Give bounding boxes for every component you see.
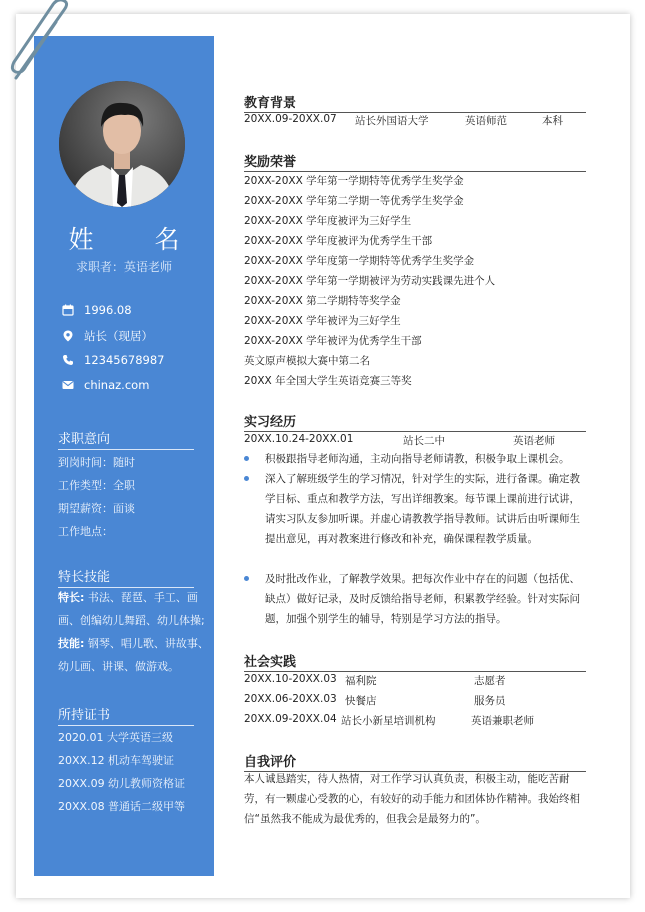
award-item: 20XX-20XX 学年第一学期被评为劳动实践课先进个人 [244, 275, 496, 287]
skill-text: 钢琴、唱儿歌、讲故事、幼儿画、讲课、做游戏。 [58, 637, 209, 673]
phone-icon [62, 354, 74, 366]
internship-bullet [244, 569, 580, 629]
social-date: 20XX.09-20XX.04 [244, 713, 337, 725]
job-title: 求职者：英语老师 [75, 260, 172, 274]
sidebar [34, 36, 214, 876]
internship-place: 站长二中 [403, 435, 445, 447]
calendar-icon [62, 304, 74, 316]
award-item: 20XX-20XX 第二学期特等奖学金 [244, 295, 401, 307]
education-title: 教育背景 [244, 92, 586, 113]
paperclip-icon [4, 0, 74, 84]
social-place: 站长小新星培训机构 [341, 715, 436, 727]
social-place: 福利院 [345, 675, 377, 687]
email-text: chinaz.com [84, 378, 150, 392]
email-icon [62, 379, 74, 391]
award-item: 20XX-20XX 学年度被评为优秀学生干部 [244, 235, 433, 247]
awards-title: 奖励荣誉 [244, 151, 586, 172]
award-item: 英文原声模拟大赛中第二名 [244, 355, 370, 367]
education-date: 20XX.09-20XX.07 [244, 113, 337, 125]
skills-title: 特长技能 [58, 566, 194, 588]
award-item: 20XX-20XX 学年第二学期一等优秀学生奖学金 [244, 195, 464, 207]
birth-item [62, 303, 132, 317]
cert-item: 2020.01 大学英语三级 [58, 731, 173, 744]
education-school: 站长外国语大学 [355, 115, 429, 127]
social-role: 志愿者 [474, 675, 506, 687]
bullet-dot [244, 476, 249, 481]
social-place: 快餐店 [345, 695, 377, 707]
internship-bullet [244, 469, 580, 549]
internship-title: 实习经历 [244, 411, 586, 432]
intent-item: 期望薪资：面谈 [58, 502, 135, 515]
location-pin-icon [62, 330, 74, 342]
phone-text: 12345678987 [84, 353, 165, 367]
location-text: 站长（现居） [84, 329, 153, 343]
resume-name: 姓 名 [68, 225, 198, 254]
bullet-text: 深入了解班级学生的学习情况，针对学生的实际，进行备课。确定教学目标、重点和教学方法，写出详细教案。每节课上课前进行试讲，请实习队友参加听课。并虚心请教教学指导教师。试讲后由听课师生提出意见，再对教案进行修改和补充，确保课程教学质量。 [265, 473, 580, 545]
cert-item: 20XX.08 普通话二级甲等 [58, 800, 186, 813]
award-item: 20XX 年全国大学生英语竞赛三等奖 [244, 375, 412, 387]
intent-item: 工作地点： [58, 525, 113, 538]
bullet-text: 积极跟指导老师沟通，主动向指导老师请教，积极争取上课机会。 [265, 453, 570, 465]
certs-title: 所持证书 [58, 704, 194, 726]
bullet-text: 及时批改作业，了解教学效果。把每次作业中存在的问题（包括优、缺点）做好记录，及时反馈给指导老师，积累教学经验。针对实际问题，加强个别学生的辅导，特别是学习方法的指导。 [265, 573, 580, 625]
skill-label: 技能: [58, 637, 85, 650]
education-major: 英语师范 [465, 115, 507, 127]
award-item: 20XX-20XX 学年度第一学期特等优秀学生奖学金 [244, 255, 475, 267]
social-date: 20XX.06-20XX.03 [244, 693, 337, 705]
internship-date: 20XX.10.24-20XX.01 [244, 433, 354, 445]
specialty-text: 书法、琵琶、手工、画画、创编幼儿舞蹈、幼儿体操; [58, 591, 205, 627]
intent-item: 到岗时间：随时 [58, 456, 135, 469]
location-item [62, 328, 153, 344]
self-title: 自我评价 [244, 751, 586, 772]
avatar [59, 81, 185, 207]
phone-item [62, 353, 164, 367]
social-date: 20XX.10-20XX.03 [244, 673, 337, 685]
internship-role: 英语老师 [513, 435, 555, 447]
education-degree: 本科 [542, 115, 563, 127]
skills-text [58, 586, 210, 678]
award-item: 20XX-20XX 学年第一学期特等优秀学生奖学金 [244, 175, 464, 187]
specialty-label: 特长: [58, 591, 85, 604]
self-text: 本人诚恳踏实，待人热情，对工作学习认真负责，积极主动，能吃苦耐劳，有一颗虚心受教的心，有较好的动手能力和团体协作精神。我始终相信“虽然我不能成为最优秀的，但我会是最努力的”。 [244, 773, 580, 825]
email-item [62, 378, 149, 392]
award-item: 20XX-20XX 学年被评为优秀学生干部 [244, 335, 422, 347]
birth-text: 1996.08 [84, 303, 132, 317]
award-item: 20XX-20XX 学年被评为三好学生 [244, 315, 401, 327]
intent-item: 工作类型：全职 [58, 479, 135, 492]
intent-title: 求职意向 [58, 428, 194, 450]
cert-item: 20XX.12 机动车驾驶证 [58, 754, 175, 767]
bullet-dot [244, 456, 249, 461]
social-role: 服务员 [474, 695, 506, 707]
cert-item: 20XX.09 幼儿教师资格证 [58, 777, 186, 790]
social-role: 英语兼职老师 [471, 715, 534, 727]
internship-bullet [244, 449, 580, 469]
bullet-dot [244, 576, 249, 581]
social-title: 社会实践 [244, 651, 586, 672]
award-item: 20XX-20XX 学年度被评为三好学生 [244, 215, 412, 227]
